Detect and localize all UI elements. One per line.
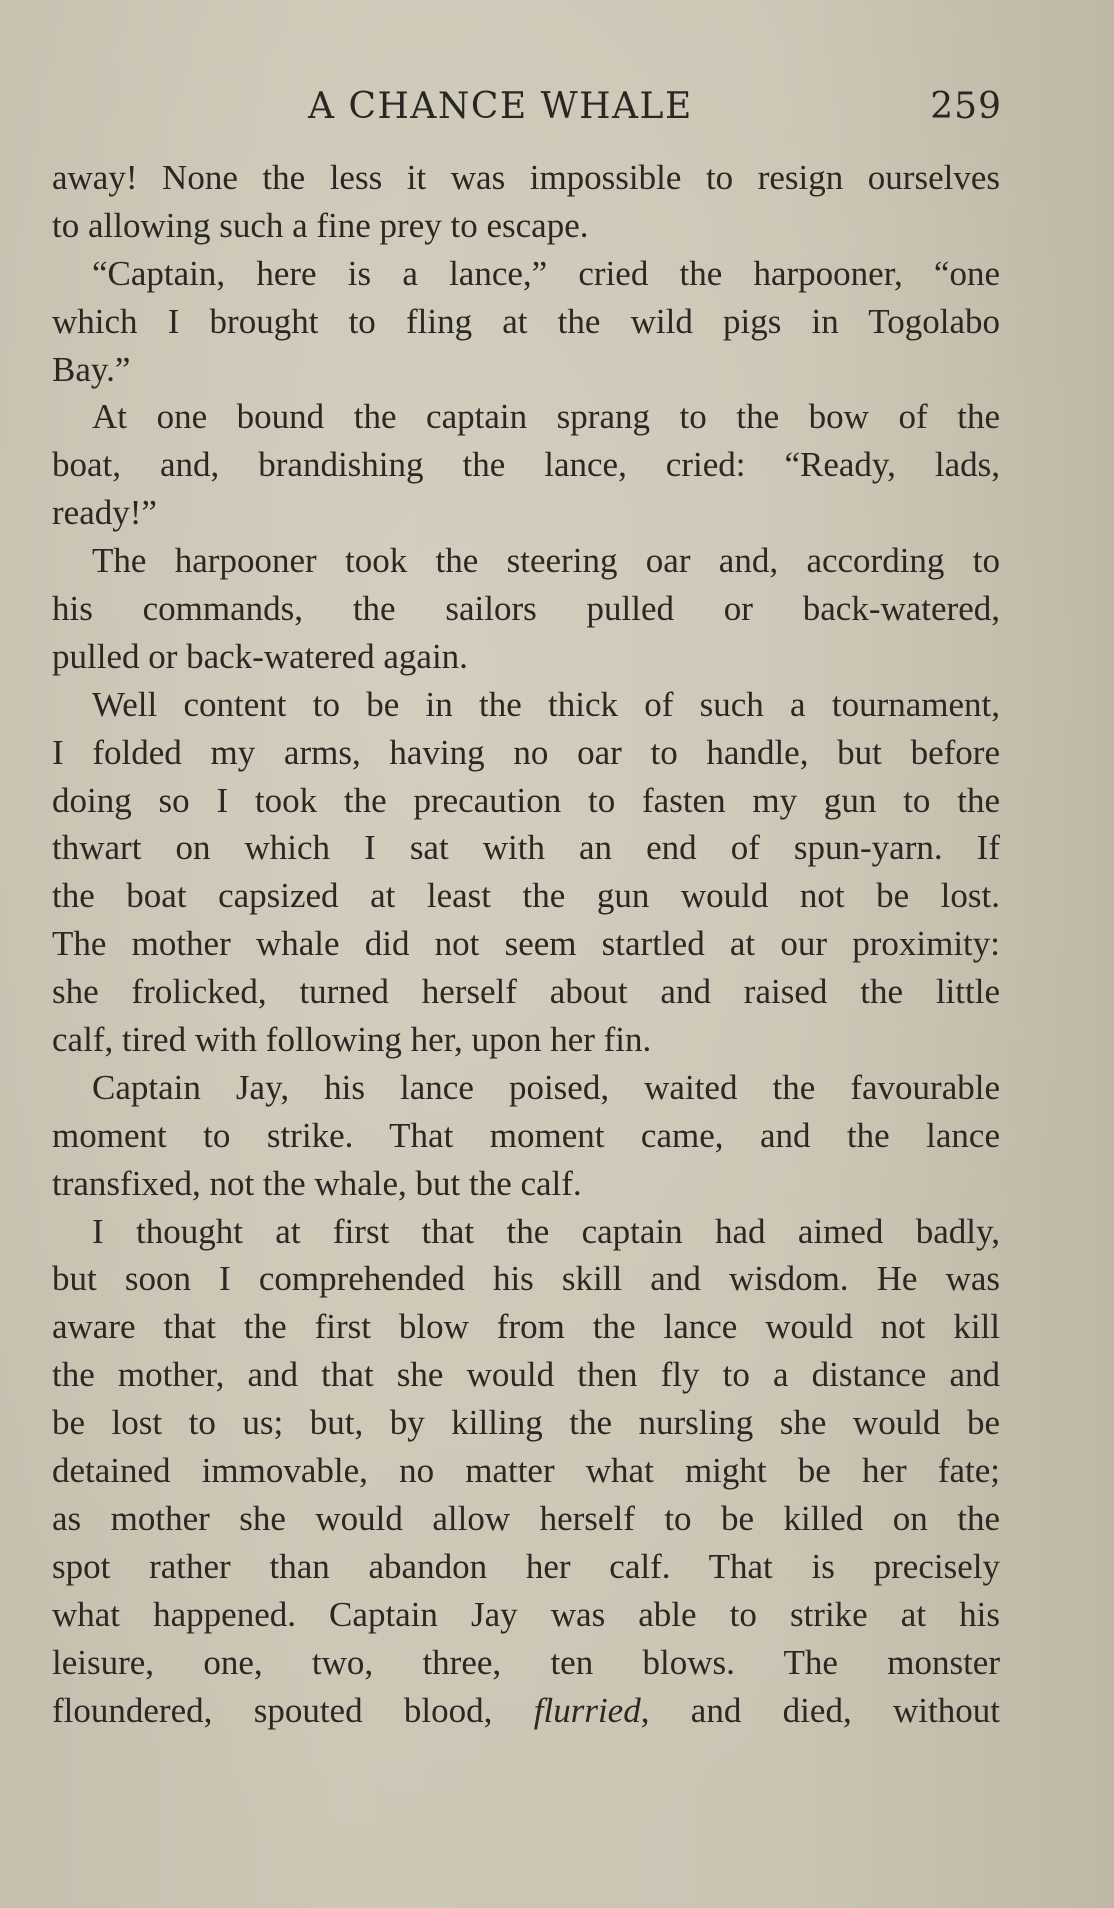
text-line: which I brought to fling at the wild pigs in Togolabo bbox=[52, 301, 1000, 341]
text-line: aware that the first blow from the lance would not kill bbox=[52, 1307, 1000, 1347]
text-line: transfixed, not the whale, but the calf. bbox=[52, 1163, 582, 1203]
text-line: spot rather than abandon her calf. That is precisely bbox=[52, 1546, 1000, 1586]
body-text bbox=[52, 154, 1000, 1734]
text-line: his commands, the sailors pulled or back-watered, bbox=[52, 589, 1000, 629]
text-line: the boat capsized at least the gun would not be lost. bbox=[52, 876, 1000, 916]
text-line: be lost to us; but, by killing the nursling she would be bbox=[52, 1403, 1000, 1443]
text-line: thwart on which I sat with an end of spun-yarn. If bbox=[52, 828, 1000, 868]
page-number: 259 bbox=[930, 86, 1002, 127]
running-title: A CHANCE WHALE bbox=[308, 86, 693, 127]
text-line: Bay.” bbox=[52, 349, 131, 389]
text-line: The harpooner took the steering oar and, according to bbox=[92, 541, 1000, 581]
text-line: away! None the less it was impossible to resign ourselves bbox=[52, 158, 1000, 197]
text-line: At one bound the captain sprang to the bow of the bbox=[92, 397, 1000, 437]
text-line: as mother she would allow herself to be killed on the bbox=[52, 1498, 1000, 1538]
text-line: I folded my arms, having no oar to handle, but before bbox=[52, 732, 1000, 772]
text-line: the mother, and that she would then fly to a distance and bbox=[52, 1355, 1000, 1395]
text-line: ready!” bbox=[52, 493, 157, 533]
text-line: Captain Jay, his lance poised, waited the favourable bbox=[92, 1067, 1000, 1107]
text-line: to allowing such a fine prey to escape. bbox=[52, 205, 589, 245]
text-line: doing so I took the precaution to fasten my gun to the bbox=[52, 780, 1000, 820]
text-line: she frolicked, turned herself about and raised the little bbox=[52, 972, 1000, 1012]
text-line: “Captain, here is a lance,” cried the harpooner, “one bbox=[92, 253, 1000, 293]
text-line: leisure, one, two, three, ten blows. The monster bbox=[52, 1642, 1000, 1682]
text-line: calf, tired with following her, upon her fin. bbox=[52, 1020, 652, 1060]
text-line: I thought at first that the captain had aimed badly, bbox=[92, 1211, 1000, 1251]
text-line: but soon I comprehended his skill and wisdom. He was bbox=[52, 1259, 1000, 1299]
text-line: what happened. Captain Jay was able to strike at his bbox=[52, 1594, 1000, 1634]
running-header bbox=[52, 82, 1002, 132]
text-line: pulled or back-watered again. bbox=[52, 636, 468, 676]
text-line: Well content to be in the thick of such a tournament, bbox=[92, 684, 1000, 724]
text-line: The mother whale did not seem startled at our proximity: bbox=[52, 924, 1000, 964]
text-line: floundered, spouted blood, flurried, and died, without bbox=[52, 1690, 1000, 1730]
text-line: detained immovable, no matter what might be her fate; bbox=[52, 1451, 1000, 1491]
text-line: boat, and, brandishing the lance, cried: “Ready, lads, bbox=[52, 445, 1000, 485]
text-line: moment to strike. That moment came, and the lance bbox=[52, 1115, 1000, 1155]
